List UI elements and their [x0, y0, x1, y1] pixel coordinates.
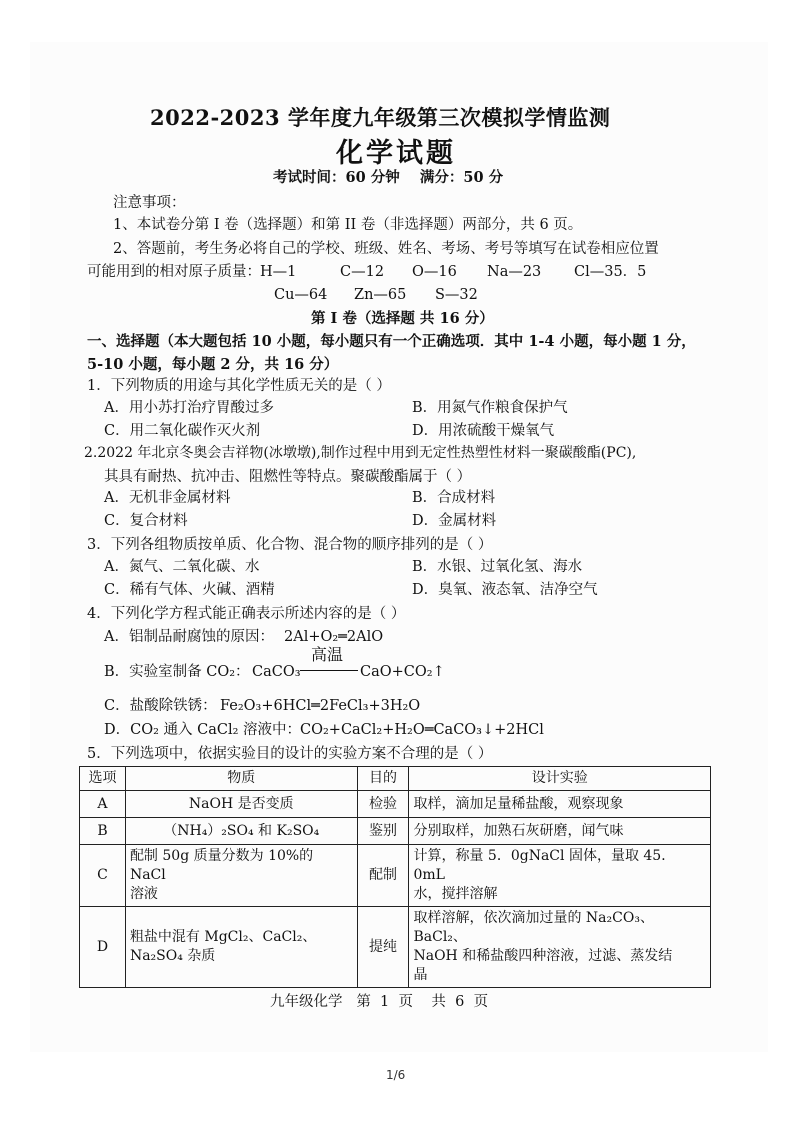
part1-title: 第 I 卷（选择题 共 16 分） [311, 310, 494, 327]
atomic-mass-cl: Cl—35．5 [574, 264, 647, 280]
row-d-purpose: 提纯 [357, 907, 409, 988]
row-c-design-line2: 水，搅拌溶解 [413, 886, 498, 902]
q1-stem: 1．下列物质的用途与其化学性质无关的是（ ） [87, 378, 391, 394]
atomic-mass-cu: Cu—64 [274, 287, 328, 303]
exam-info: 考试时间：60 分钟 满分：50 分 [273, 169, 504, 186]
atomic-mass-h: H—1 [260, 264, 297, 280]
atomic-mass-label: 可能用到的相对原子质量： [87, 264, 261, 280]
q1-option-c: C．用二氧化碳作灭火剂 [104, 423, 261, 439]
table-row [80, 907, 711, 988]
table-row [80, 818, 711, 845]
row-c-substance-line2: 溶液 [129, 886, 158, 902]
q4-option-a-equation: 2Al+O₂═2AlO [284, 629, 384, 645]
q4-option-c-label: C．盐酸除铁锈： [104, 698, 217, 714]
q4-option-d-label: D．CO₂ 通入 CaCl₂ 溶液中： [104, 722, 302, 738]
row-c-option: C [80, 845, 126, 907]
q2-option-d: D．金属材料 [412, 513, 497, 529]
row-c-substance-line1: 配制 50g 质量分数为 10%的 NaCl [129, 848, 314, 883]
row-d-option: D [80, 907, 126, 988]
atomic-mass-na: Na—23 [487, 264, 542, 280]
q2-option-a: A．无机非金属材料 [104, 490, 231, 506]
row-a-design: 取样，滴加足量稀盐酸，观察现象 [409, 791, 711, 818]
q2-stem-line1: 2.2022 年北京冬奥会吉祥物(冰墩墩),制作过程中用到无定性热塑性材料一聚碳酸酯(PC), [84, 445, 637, 461]
q4-option-b-reactant: CaCO₃ [252, 664, 301, 680]
row-b-substance: （NH₄）₂SO₄ 和 K₂SO₄ [125, 818, 357, 845]
row-d-substance-line2: Na₂SO₄ 杂质 [129, 948, 216, 964]
q4-option-b-condition: 高温 [311, 645, 344, 664]
row-a-substance: NaOH 是否变质 [125, 791, 357, 818]
page-indicator: 1/6 [386, 1068, 406, 1082]
row-a-purpose: 检验 [357, 791, 409, 818]
q4-option-b-product: CaO+CO₂↑ [360, 664, 445, 680]
q1-option-b: B．用氮气作粮食保护气 [412, 400, 568, 416]
notes-item-2: 2、答题前，考生务必将自己的学校、班级、姓名、考场、考号等填写在试卷相应位置 [113, 241, 659, 257]
section1-line2: 5-10 小题，每小题 2 分，共 16 分） [87, 356, 339, 373]
q3-option-a: A．氮气、二氧化碳、水 [104, 559, 260, 575]
atomic-mass-c: C—12 [340, 264, 385, 280]
table-row [80, 791, 711, 818]
notes-heading: 注意事项： [113, 195, 186, 211]
q1-option-d: D．用浓硫酸干燥氧气 [412, 423, 555, 439]
atomic-mass-zn: Zn—65 [354, 287, 407, 303]
table-row [80, 845, 711, 907]
row-b-option: B [80, 818, 126, 845]
q4-option-b-reaction-line [300, 670, 358, 671]
q5-stem: 5．下列选项中，依据实验目的设计的实验方案不合理的是（ ） [87, 746, 493, 762]
row-d-design-line3: 晶 [413, 967, 428, 983]
table-header-purpose: 目的 [357, 767, 409, 791]
q2-stem-line2: 其具有耐热、抗冲击、阻燃性等特点。聚碳酸酯属于（ ） [104, 469, 472, 485]
subject-title: 化学试题 [336, 138, 456, 169]
notes-item-1: 1、本试卷分第 I 卷（选择题）和第 II 卷（非选择题）两部分，共 6 页。 [113, 217, 583, 233]
atomic-mass-s: S—32 [435, 287, 478, 303]
q5-table-header-row [80, 767, 711, 791]
table-header-design: 设计实验 [409, 767, 711, 791]
table-header-substance: 物质 [125, 767, 357, 791]
row-c-purpose: 配制 [357, 845, 409, 907]
section1-line1: 一、选择题（本大题包括 10 小题，每小题只有一个正确选项．其中 1-4 小题，每小题 1 分， [87, 333, 696, 350]
row-d-design-line2: NaOH 和稀盐酸四种溶液，过滤、蒸发结 [413, 948, 673, 964]
q3-option-b: B．水银、过氧化氢、海水 [412, 559, 583, 575]
q5-table [79, 766, 711, 988]
q4-option-b-label: B．实验室制备 CO₂： [104, 664, 250, 680]
q3-option-d: D．臭氧、液态氧、洁净空气 [412, 582, 598, 598]
page-footer: 九年级化学 第 1 页 共 6 页 [270, 994, 489, 1010]
q4-option-d-equation: CO₂+CaCl₂+H₂O═CaCO₃↓+2HCl [300, 722, 544, 738]
atomic-mass-o: O—16 [412, 264, 457, 280]
row-c-design [409, 845, 711, 907]
row-c-substance [125, 845, 357, 907]
row-b-purpose: 鉴别 [357, 818, 409, 845]
row-d-design [409, 907, 711, 988]
q4-stem: 4．下列化学方程式能正确表示所述内容的是（ ） [87, 606, 406, 622]
q2-option-c: C．复合材料 [104, 513, 188, 529]
row-a-option: A [80, 791, 126, 818]
q3-option-c: C．稀有气体、火碱、酒精 [104, 582, 275, 598]
row-d-substance-line1: 粗盐中混有 MgCl₂、CaCl₂、 [129, 929, 317, 945]
table-header-option: 选项 [80, 767, 126, 791]
q3-stem: 3．下列各组物质按单质、化合物、混合物的顺序排列的是（ ） [87, 537, 493, 553]
row-d-substance [125, 907, 357, 988]
q1-option-a: A．用小苏打治疗胃酸过多 [104, 400, 274, 416]
exam-title: 2022-2023 学年度九年级第三次模拟学情监测 [150, 105, 611, 130]
q2-option-b: B．合成材料 [412, 490, 496, 506]
q4-option-c-equation: Fe₂O₃+6HCl═2FeCl₃+3H₂O [220, 698, 421, 714]
row-c-design-line1: 计算，称量 5．0gNaCl 固体，量取 45．0mL [413, 848, 676, 883]
row-b-design: 分别取样，加熟石灰研磨，闻气味 [409, 818, 711, 845]
q4-option-a-label: A．铝制品耐腐蚀的原因： [104, 629, 274, 645]
row-d-design-line1: 取样溶解，依次滴加过量的 Na₂CO₃、BaCl₂、 [413, 910, 654, 945]
